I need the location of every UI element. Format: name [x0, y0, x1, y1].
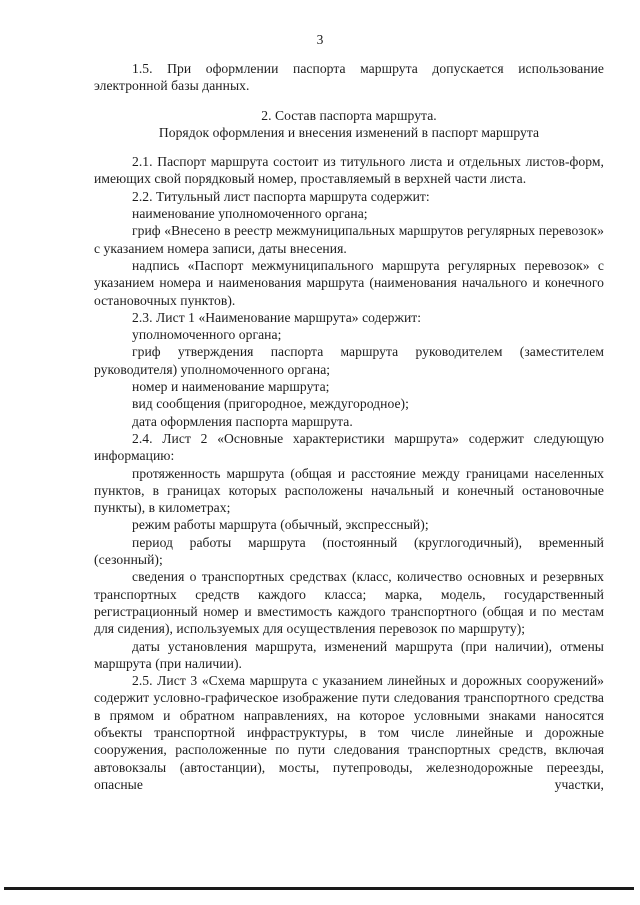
- paragraph-2-3-item: уполномоченного органа;: [132, 327, 282, 343]
- paragraph-2-4-item: сведения о транспортных средствах (класс, количество основных и резервных транспортных средств каждого класса; марка, модель, государственный регистрационный номер и вместимость каждого транспортного (общая и по местам для сидения), используемых для осуществления перевозок по маршруту);: [94, 569, 604, 637]
- paragraph-2-4: 2.4. Лист 2 «Основные характеристики маршрута» содержит следующую информацию:: [94, 430, 604, 464]
- paragraph-2-4-item: даты установления маршрута, изменений маршрута (при наличии), отмены маршрута (при наличии).: [94, 638, 604, 671]
- section-2-title: 2. Состав паспорта маршрута.: [261, 107, 437, 123]
- paragraph-2-4-item: протяженность маршрута (общая и расстояние между границами населенных пунктов, в границах которых расположены начальный и конечный остановочные пункты), в километрах;: [94, 465, 604, 516]
- spacer: [94, 95, 604, 107]
- paragraph-1-5: 1.5. При оформлении паспорта маршрута допускается использование электронной базы данных.: [94, 61, 604, 94]
- section-2-subtitle: Порядок оформления и внесения изменений в паспорт маршрута: [158, 124, 540, 140]
- document-body: [94, 60, 604, 793]
- paragraph-2-1: 2.1. Паспорт маршрута состоит из титульного листа и отдельных листов-форм, имеющих свой порядковый номер, проставляемый в верхней части листа.: [94, 154, 604, 187]
- paragraph-2-4-item: режим работы маршрута (обычный, экспрессный);: [132, 517, 429, 533]
- paragraph-2-2-item: наименование уполномоченного органа;: [132, 206, 368, 222]
- bottom-rule: [4, 887, 634, 890]
- paragraph-2-2-item: гриф «Внесено в реестр межмуниципальных маршрутов регулярных перевозок» с указанием номера записи, даты внесения.: [94, 223, 604, 256]
- paragraph-2-5: 2.5. Лист 3 «Схема маршрута с указанием линейных и дорожных сооружений» содержит условно-графическое изображение пути следования транспортного средства в прямом и обратном направлениях, на которое условными знаками наносятся объекты транспортной инфраструктуры, в том числе линейные и дорожные сооружения, расположенные по пути следования транспортных средств, включая автовокзалы (автостанции), мосты, путепроводы, железнодорожные переезды, опасные участки,: [94, 673, 604, 792]
- page-number: 3: [316, 32, 324, 47]
- paragraph-2-3-item: гриф утверждения паспорта маршрута руководителем (заместителем руководителя) уполномоченного органа;: [94, 344, 604, 377]
- paragraph-2-3-item: вид сообщения (пригородное, междугородное);: [132, 396, 409, 412]
- paragraph-2-3: 2.3. Лист 1 «Наименование маршрута» содержит:: [132, 309, 422, 325]
- paragraph-2-2: 2.2. Титульный лист паспорта маршрута содержит:: [132, 188, 430, 204]
- paragraph-2-4-item: период работы маршрута (постоянный (круглогодичный), временный (сезонный);: [94, 534, 604, 568]
- spacer: [94, 141, 604, 153]
- paragraph-2-3-item: номер и наименование маршрута;: [132, 379, 330, 395]
- paragraph-2-2-item: надпись «Паспорт межмуниципального маршрута регулярных перевозок» с указанием номера и наименования маршрута (наименования начального и конечного остановочных пунктов).: [94, 257, 604, 308]
- paragraph-2-3-item: дата оформления паспорта маршрута.: [132, 413, 353, 429]
